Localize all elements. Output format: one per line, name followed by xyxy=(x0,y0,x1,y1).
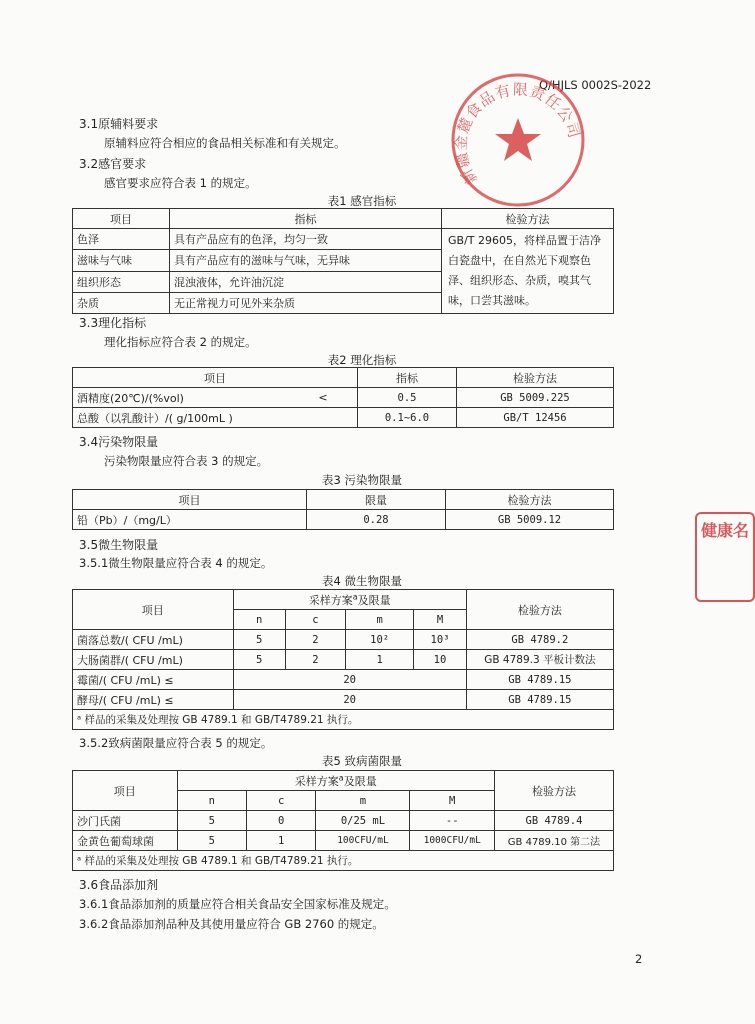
table-cell: 滋味与气味 xyxy=(73,250,170,271)
section-3-6-1-body: 3.6.1食品添加剂的质量应符合相关食品安全国家标准及规定。 xyxy=(79,897,396,911)
table-cell: 0.28 xyxy=(307,510,446,530)
table-cell: 10² xyxy=(346,630,414,650)
section-3-3-heading: 3.3理化指标 xyxy=(79,316,147,330)
table-header: 指标 xyxy=(170,209,442,229)
table-header: 检验方法 xyxy=(466,590,613,630)
table-header: 项目 xyxy=(73,368,358,388)
table-subheader: c xyxy=(285,610,345,630)
table-cell: 混浊液体，允许油沉淀 xyxy=(170,271,442,292)
table-cell: 10 xyxy=(414,650,467,670)
page-number: 2 xyxy=(635,952,643,966)
section-3-4-body: 污染物限量应符合表 3 的规定。 xyxy=(104,454,269,468)
section-3-3-body: 理化指标应符合表 2 的规定。 xyxy=(104,335,257,349)
table-header-plan: 采样方案$^a$及限量 xyxy=(233,590,466,610)
section-3-5-heading: 3.5微生物限量 xyxy=(79,538,159,552)
table-subheader: m xyxy=(316,791,410,811)
table-header: 项目 xyxy=(73,209,170,229)
table-cell: GB 4789.15 xyxy=(466,690,613,710)
company-seal xyxy=(448,70,588,210)
table-cell: 2 xyxy=(285,650,345,670)
table-header: 检验方法 xyxy=(457,368,614,388)
table-cell-operator: < xyxy=(289,388,358,408)
table-cell: 铅（Pb）/（mg/L） xyxy=(73,510,307,530)
table-cell: 10³ xyxy=(414,630,467,650)
table-header: 检验方法 xyxy=(494,771,613,811)
table-cell: 5 xyxy=(177,831,246,851)
table-cell: 总酸（以乳酸计）/( g/100mL ) xyxy=(73,408,290,428)
table-subheader: M xyxy=(410,791,494,811)
table-cell: 2 xyxy=(285,630,345,650)
table-cell: GB 5009.12 xyxy=(446,510,614,530)
table-cell: 1000CFU/mL xyxy=(410,831,494,851)
microbe-table xyxy=(72,589,614,730)
table-cell: GB 5009.225 xyxy=(457,388,614,408)
table-cell: 5 xyxy=(177,811,246,831)
table-cell: 0.1~6.0 xyxy=(358,408,457,428)
table-cell: 酵母/( CFU /mL) ≤ xyxy=(73,690,234,710)
svg-text:新疆金麓食品有限责任公司: 新疆金麓食品有限责任公司 xyxy=(451,80,584,188)
table-subheader: n xyxy=(233,610,285,630)
table-5-caption: 表5 致病菌限量 xyxy=(322,754,402,768)
section-3-5-1-body: 3.5.1微生物限量应符合表 4 的规定。 xyxy=(79,556,273,570)
physchem-table xyxy=(72,367,614,428)
table-cell: 5 xyxy=(233,630,285,650)
table-cell: 霉菌/( CFU /mL) ≤ xyxy=(73,670,234,690)
table-cell: GB 4789.2 xyxy=(466,630,613,650)
section-3-6-2-body: 3.6.2食品添加剂品种及其使用量应符合 GB 2760 的规定。 xyxy=(79,917,384,931)
table-cell: 100CFU/mL xyxy=(316,831,410,851)
table-4-caption: 表4 微生物限量 xyxy=(322,574,402,588)
table-cell: GB 4789.10 第二法 xyxy=(494,831,613,851)
table-subheader: M xyxy=(414,610,467,630)
contaminant-table xyxy=(72,489,614,530)
section-3-6-heading: 3.6食品添加剂 xyxy=(79,878,159,892)
table-cell: 20 xyxy=(233,690,466,710)
star-icon xyxy=(495,118,541,161)
table-cell: 5 xyxy=(233,650,285,670)
table-cell: 1 xyxy=(247,831,316,851)
table-header: 项目 xyxy=(73,590,234,630)
table-cell: GB/T 12456 xyxy=(457,408,614,428)
table-footnote: ᵃ 样品的采集及处理按 GB 4789.1 和 GB/T4789.21 执行。 xyxy=(73,710,614,730)
section-3-2-body: 感官要求应符合表 1 的规定。 xyxy=(104,176,257,190)
table-cell: 金黄色葡萄球菌 xyxy=(73,831,178,851)
table-cell: 1 xyxy=(346,650,414,670)
section-3-1-body: 原辅料应符合相应的食品相关标准和有关规定。 xyxy=(104,136,346,150)
table-header: 指标 xyxy=(358,368,457,388)
table-cell: 0/25 mL xyxy=(316,811,410,831)
table-cell-method: GB/T 29605，将样品置于洁净白瓷盘中，在自然光下观察色泽、组织形态、杂质，嗅其气味，口尝其滋味。 xyxy=(442,229,614,314)
section-3-5-2-body: 3.5.2致病菌限量应符合表 5 的规定。 xyxy=(79,736,273,750)
table-cell: 20 xyxy=(233,670,466,690)
table-cell: 色泽 xyxy=(73,229,170,250)
table-cell: GB 4789.3 平板计数法 xyxy=(466,650,613,670)
table-cell: 具有产品应有的滋味与气味，无异味 xyxy=(170,250,442,271)
table-header-plan: 采样方案$^a$及限量 xyxy=(177,771,494,791)
sensory-table xyxy=(72,208,614,314)
table-header: 项目 xyxy=(73,490,307,510)
table-cell-operator xyxy=(289,408,358,428)
table-3-caption: 表3 污染物限量 xyxy=(322,473,402,487)
table-cell: 组织形态 xyxy=(73,271,170,292)
table-cell: 杂质 xyxy=(73,292,170,313)
table-2-caption: 表2 理化指标 xyxy=(327,353,397,367)
table-footnote: ᵃ 样品的采集及处理按 GB 4789.1 和 GB/T4789.21 执行。 xyxy=(73,851,614,871)
table-header: 检验方法 xyxy=(442,209,614,229)
table-cell: 酒精度(20℃)/(%vol) xyxy=(73,388,290,408)
document-code: Q/HJLS 0002S-2022 xyxy=(539,78,652,92)
table-cell: GB 4789.15 xyxy=(466,670,613,690)
table-cell: 0.5 xyxy=(358,388,457,408)
table-header: 检验方法 xyxy=(446,490,614,510)
table-cell: 无正常视力可见外来杂质 xyxy=(170,292,442,313)
table-cell: 具有产品应有的色泽，均匀一致 xyxy=(170,229,442,250)
table-cell: 大肠菌群/( CFU /mL) xyxy=(73,650,234,670)
table-header: 限量 xyxy=(307,490,446,510)
table-subheader: n xyxy=(177,791,246,811)
table-header: 项目 xyxy=(73,771,178,811)
edge-stamp: 健康名 xyxy=(695,512,724,602)
section-3-1-heading: 3.1原辅料要求 xyxy=(79,117,159,131)
table-1-caption: 表1 感官指标 xyxy=(327,194,397,208)
section-3-2-heading: 3.2感官要求 xyxy=(79,157,147,171)
pathogen-table xyxy=(72,770,614,871)
table-cell: 沙门氏菌 xyxy=(73,811,178,831)
table-subheader: m xyxy=(346,610,414,630)
table-cell: GB 4789.4 xyxy=(494,811,613,831)
table-cell: -- xyxy=(410,811,494,831)
section-3-4-heading: 3.4污染物限量 xyxy=(79,435,159,449)
table-cell: 菌落总数/( CFU /mL) xyxy=(73,630,234,650)
table-subheader: c xyxy=(247,791,316,811)
table-cell: 0 xyxy=(247,811,316,831)
